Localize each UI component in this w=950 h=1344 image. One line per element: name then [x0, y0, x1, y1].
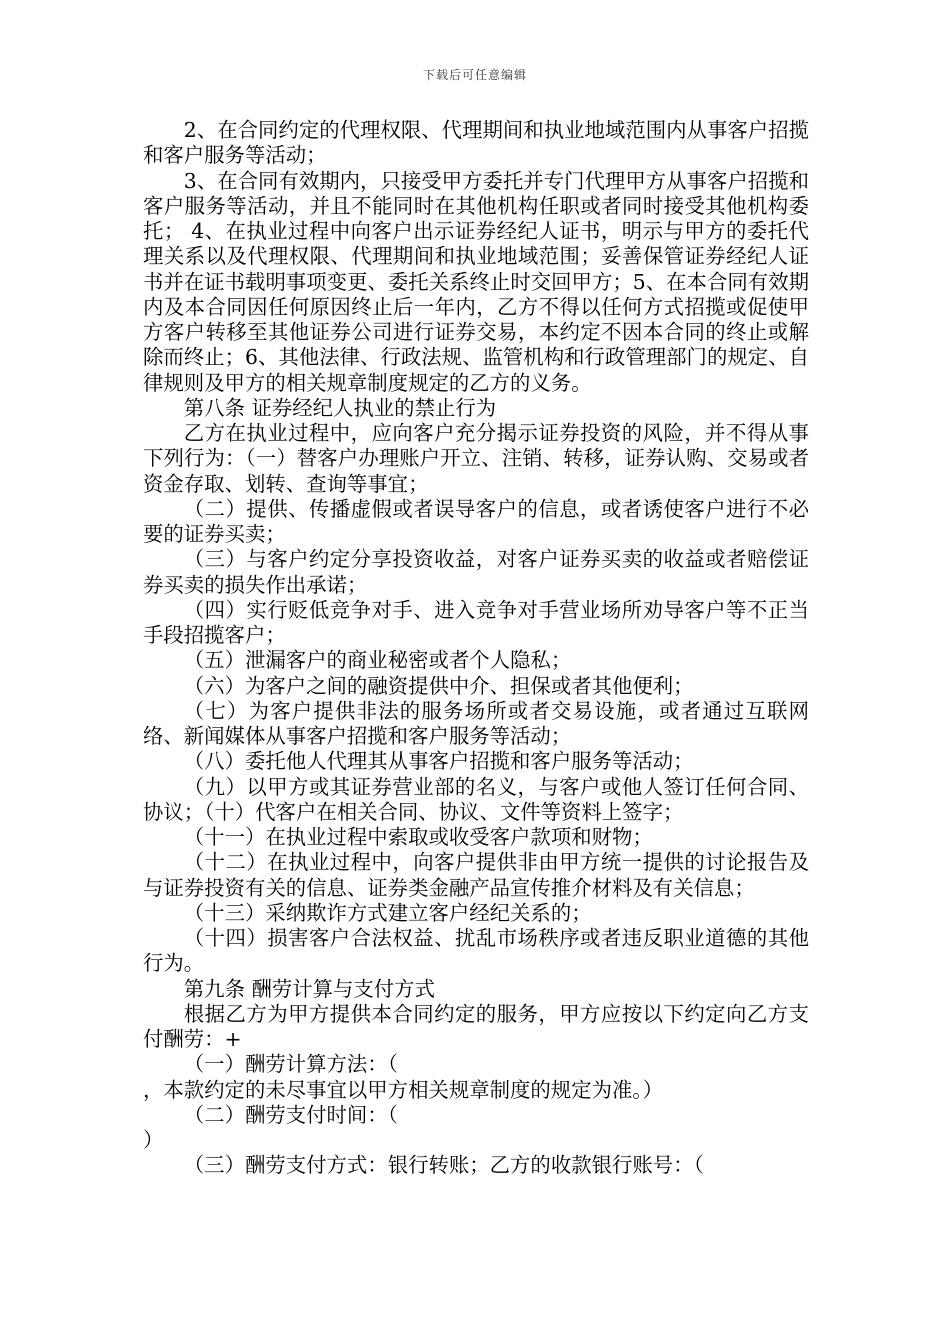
clause-paragraph: （三）与客户约定分享投资收益，对客户证券买卖的收益或者赔偿证券买卖的损失作出承诺； [143, 547, 809, 597]
article-heading: 第八条 证券经纪人执业的禁止行为 [183, 395, 497, 420]
clause-paragraph: （五）泄漏客户的商业秘密或者个人隐私； [183, 648, 572, 673]
payment-calc-note: ，本款约定的未尽事宜以甲方相关规章制度的规定为准。） [143, 1077, 663, 1102]
clause-paragraph: 根据乙方为甲方提供本合同约定的服务，甲方应按以下约定向乙方支付酬劳：+ [143, 1001, 809, 1051]
document-body [143, 118, 809, 1179]
clause-paragraph: （八）委托他人代理其从事客户招揽和客户服务等活动； [183, 749, 694, 774]
clause-paragraph: （二）提供、传播虚假或者误导客户的信息，或者诱使客户进行不必要的证券买卖； [143, 496, 809, 546]
clause-paragraph: （十三）采纳欺诈方式建立客户经纪关系的； [183, 900, 592, 925]
clause-paragraph: （十二）在执业过程中，向客户提供非由甲方统一提供的讨论报告及与证券投资有关的信息、证券类金融产品宣传推介材料及有关信息； [143, 850, 809, 900]
article-heading: 第九条 酬劳计算与支付方式 [183, 976, 435, 1001]
clause-paragraph: 2、在合同约定的代理权限、代理期间和执业地域范围内从事客户招揽和客户服务等活动； [143, 118, 809, 168]
payment-calc-line: （一）酬劳计算方法：（ [183, 1052, 398, 1077]
clause-paragraph: （四）实行贬低竞争对手、进入竞争对手营业场所劝导客户等不正当手段招揽客户； [143, 597, 809, 647]
clause-paragraph: 乙方在执业过程中，应向客户充分揭示证券投资的风险，并不得从事下列行为：（一）替客户办理账户开立、注销、转移，证券认购、交易或者资金存取、划转、查询等事宜； [143, 421, 809, 496]
clause-paragraph: （七）为客户提供非法的服务场所或者交易设施，或者通过互联网络、新闻媒体从事客户招揽和客户服务等活动； [143, 698, 809, 748]
clause-paragraph: （九）以甲方或其证券营业部的名义，与客户或他人签订任何合同、协议；（十）代客户在相关合同、协议、文件等资料上签字； [143, 774, 809, 824]
clause-paragraph: （十四）损害客户合法权益、扰乱市场秩序或者违反职业道德的其他行为。 [143, 926, 809, 976]
header-note: 下载后可任意编辑 [422, 68, 527, 82]
payment-method-line: （三）酬劳支付方式：银行转账；乙方的收款银行账号：（ [183, 1153, 704, 1178]
clause-paragraph: 3、在合同有效期内，只接受甲方委托并专门代理甲方从事客户招揽和客户服务等活动，并且不能同时在其他机构任职或者同时接受其他机构委托； 4、在执业过程中向客户出示证券经纪人证书，明示与甲方的委托代理关系以及代理权限、代理期间和执业地域范围；妥善保管证券经纪人证书并在证书载明事项变更、委托关系终止时交回甲方；5、在本合同有效期内及本合同因任何原因终止后一年内，乙方不得以任何方式招揽或促使甲方客户转移至其他证券公司进行证券交易，本约定不因本合同的终止或解除而终止；6、其他法律、行政法规、监管机构和行政管理部门的规定、自律规则及甲方的相关规章制度规定的乙方的义务。 [143, 168, 809, 395]
payment-time-close: ） [143, 1128, 164, 1152]
clause-paragraph: （六）为客户之间的融资提供中介、担保或者其他便利； [183, 673, 694, 698]
payment-time-line: （二）酬劳支付时间：（ [183, 1102, 398, 1127]
clause-paragraph: （十一）在执业过程中索取或收受客户款项和财物； [183, 825, 653, 849]
